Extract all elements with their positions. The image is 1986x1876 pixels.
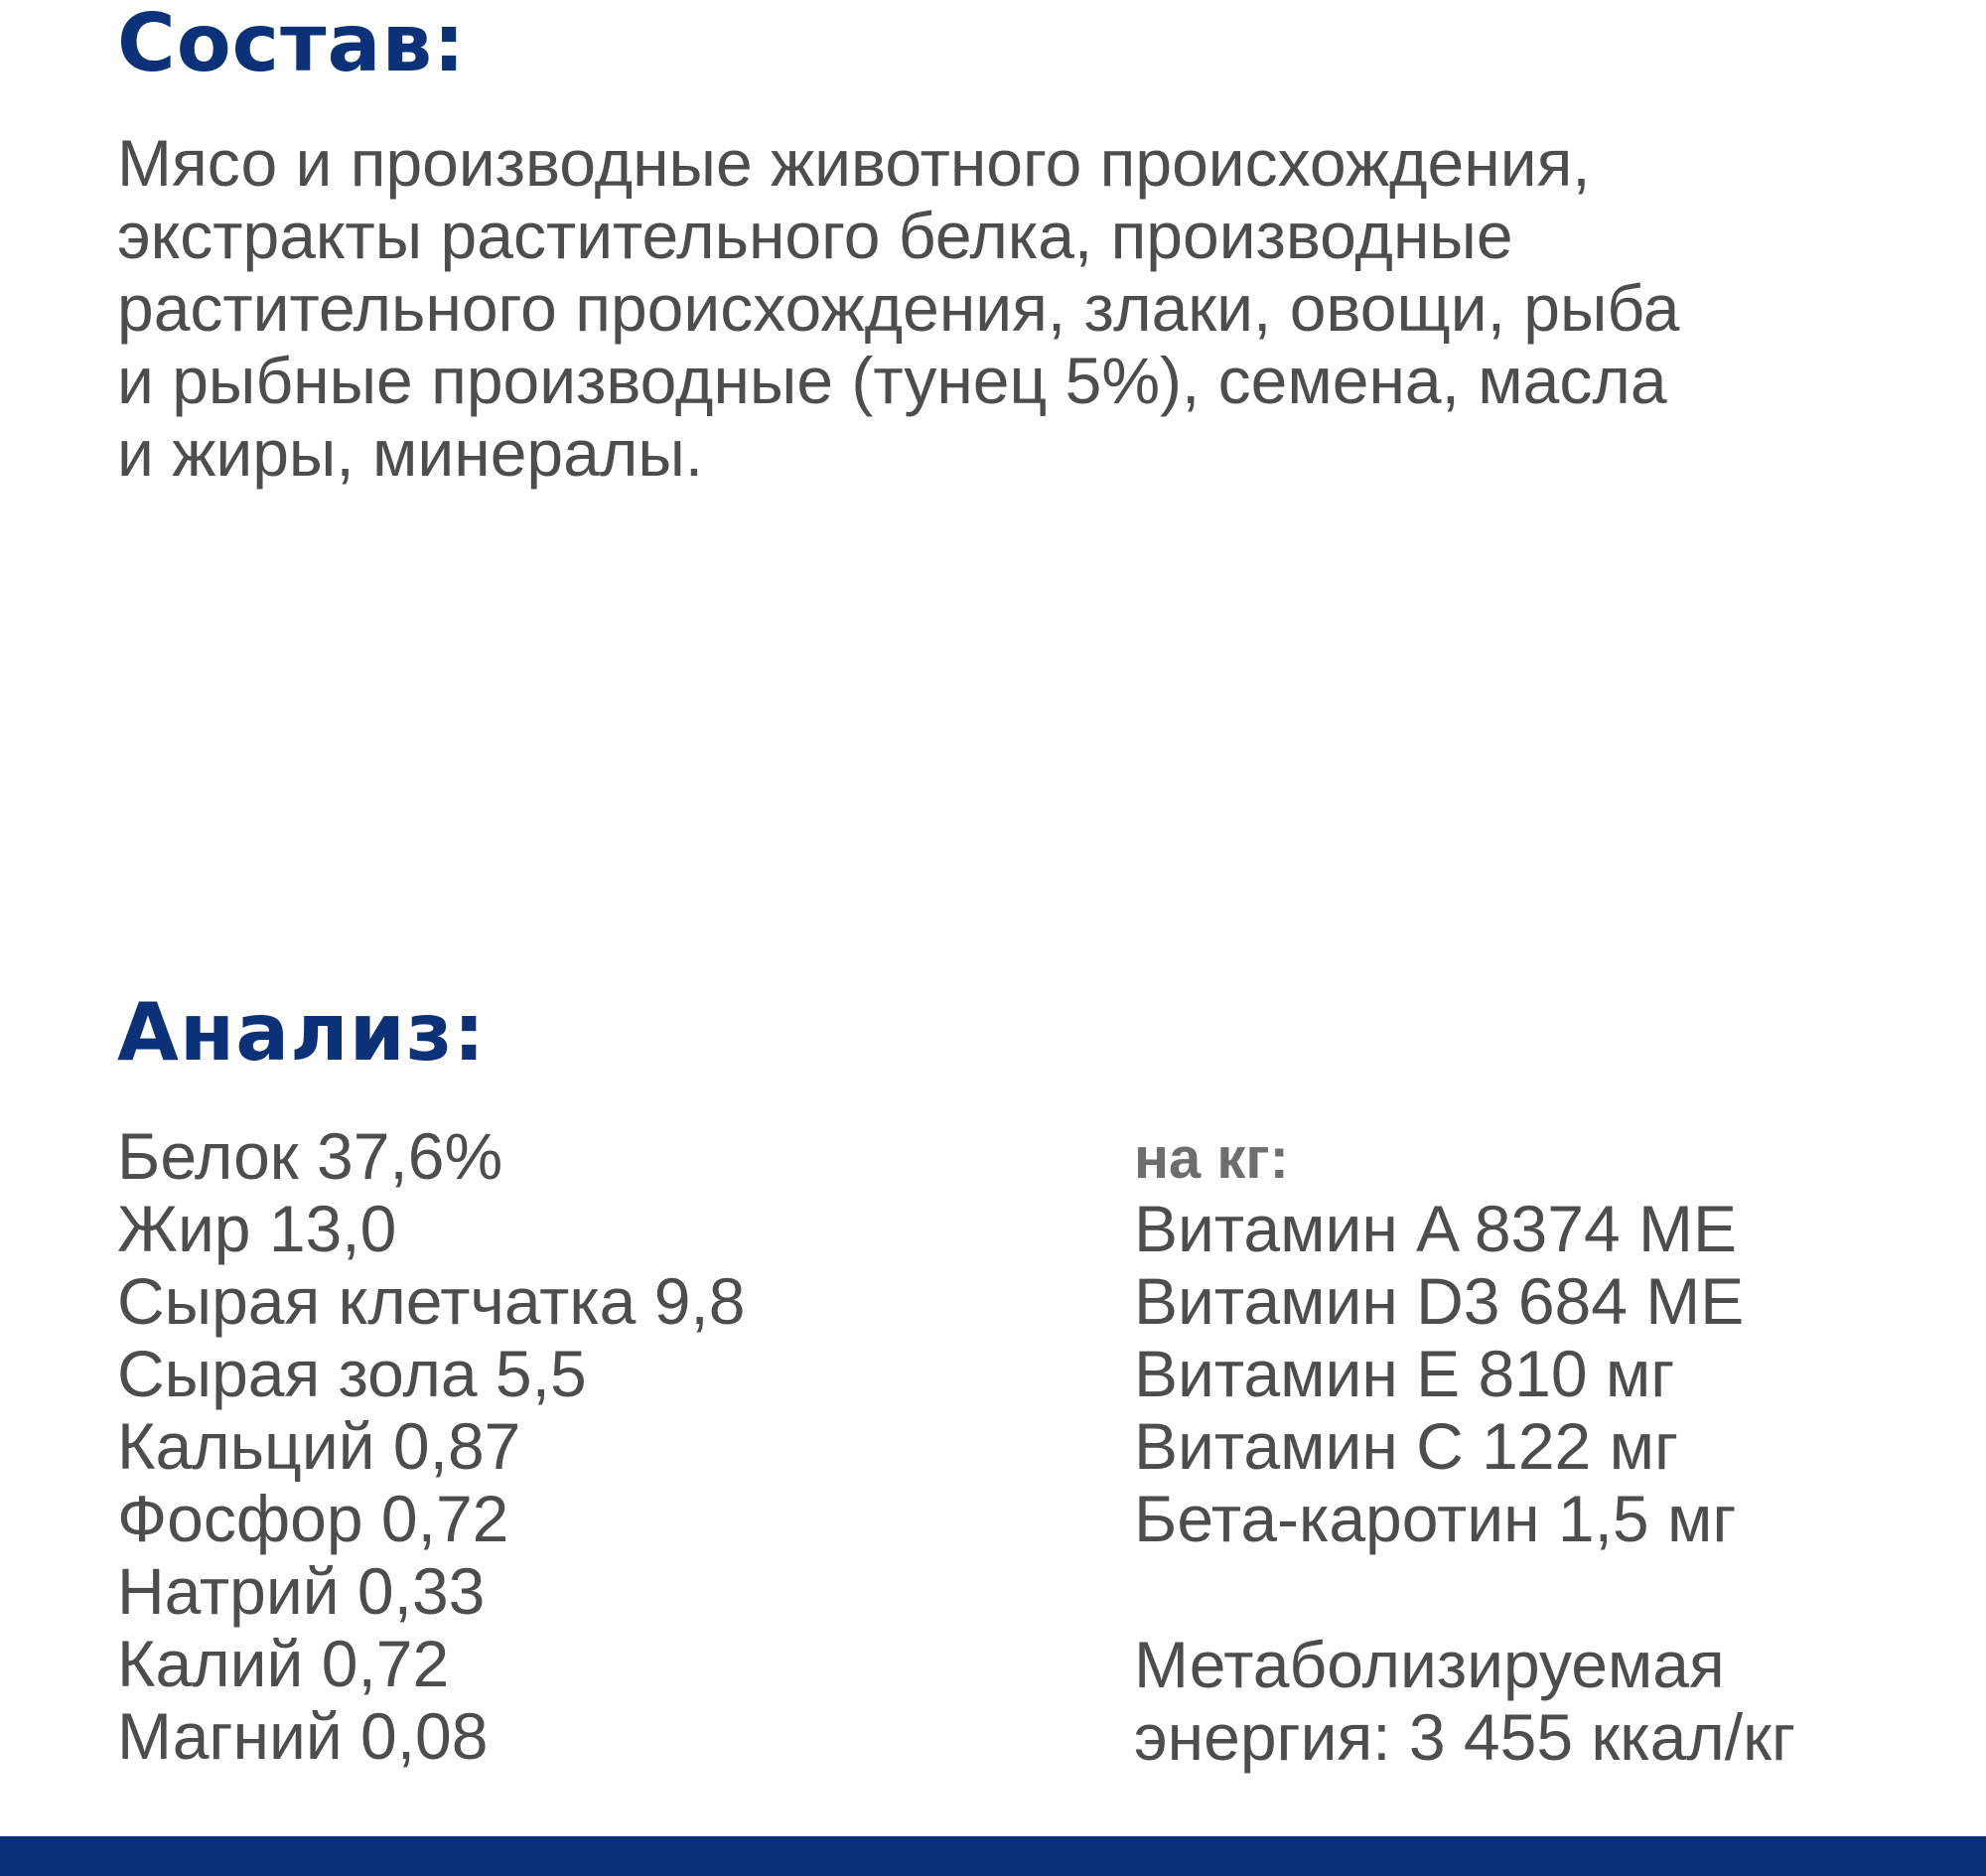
energy-line: энергия: 3 455 ккал/кг <box>1134 1700 1796 1774</box>
composition-heading: Состав: <box>117 0 467 89</box>
composition-line: экстракты растительного белка, производные <box>117 199 1513 272</box>
analysis-item: Белок 37,6% <box>117 1119 503 1193</box>
analysis-item: Сырая клетчатка 9,8 <box>117 1264 746 1338</box>
composition-text <box>117 127 1944 490</box>
vitamin-item: Витамин C 122 мг <box>1134 1409 1679 1483</box>
analysis-item: Сырая зола 5,5 <box>117 1337 587 1410</box>
vitamin-item: Витамин E 810 мг <box>1134 1337 1675 1410</box>
vitamin-item: Витамин D3 684 ME <box>1134 1264 1745 1338</box>
analysis-item: Магний 0,08 <box>117 1699 489 1773</box>
footer-bar <box>0 1836 1986 1876</box>
analysis-item: Фосфор 0,72 <box>117 1482 509 1555</box>
analysis-item: Кальций 0,87 <box>117 1409 521 1483</box>
energy-line: Метаболизируемая <box>1134 1628 1725 1701</box>
analysis-list <box>117 1120 745 1773</box>
vitamin-item: Витамин A 8374 ME <box>1134 1192 1737 1265</box>
composition-line: и жиры, минералы. <box>117 416 704 490</box>
composition-line: и рыбные производные (тунец 5%), семена, масла <box>117 344 1667 417</box>
analysis-item: Жир 13,0 <box>117 1192 397 1265</box>
vitamins-list <box>1134 1193 1744 1555</box>
vitamin-item: Бета-каротин 1,5 мг <box>1134 1482 1737 1555</box>
analysis-item: Калий 0,72 <box>117 1627 450 1700</box>
per-kg-label: на кг: <box>1134 1126 1289 1191</box>
analysis-item: Натрий 0,33 <box>117 1554 486 1628</box>
analysis-heading: Анализ: <box>117 986 487 1079</box>
composition-line: Мясо и производные животного происхождения, <box>117 126 1591 200</box>
metabolizable-energy <box>1134 1629 1795 1774</box>
composition-line: растительного происхождения, злаки, овощи, рыба <box>117 271 1680 345</box>
